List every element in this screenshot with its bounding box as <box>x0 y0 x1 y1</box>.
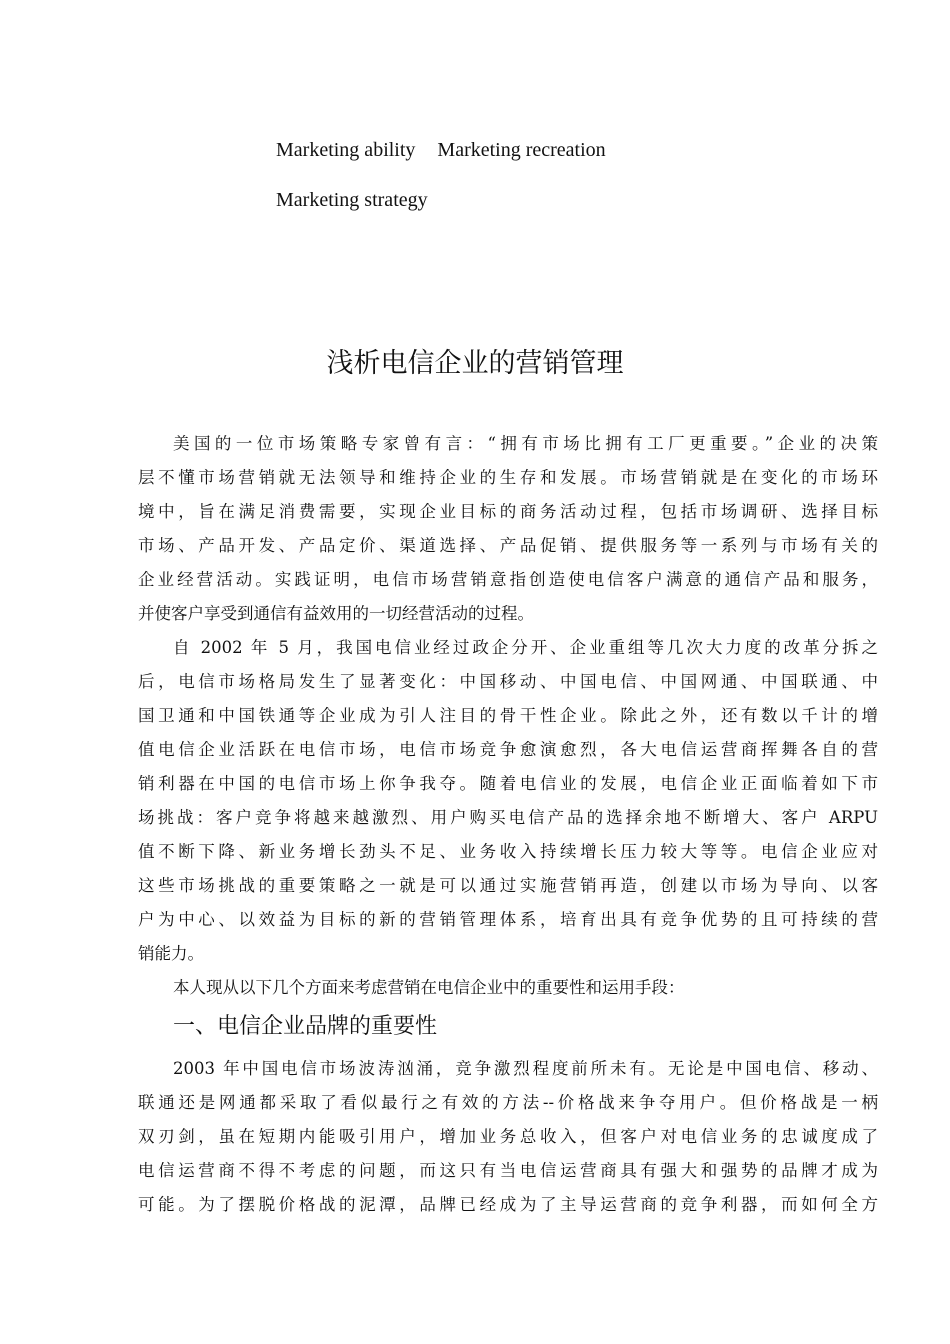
body-line: 联通还是网通都采取了看似最行之有效的方法--价格战来争夺用户。但价格战是一柄 <box>138 1093 878 1112</box>
body-line: 并使客户享受到通信有益效用的一切经营活动的过程。 <box>138 604 534 623</box>
keyword-marketing-ability: Marketing ability <box>276 139 416 161</box>
body-line: 电信运营商不得不考虑的问题，而这只有当电信运营商具有强大和强势的品牌才成为 <box>138 1161 878 1180</box>
body-line: 本人现从以下几个方面来考虑营销在电信企业中的重要性和运用手段： <box>173 978 685 997</box>
body-line: 企业经营活动。实践证明，电信市场营销意指创造使电信客户满意的通信产品和服务， <box>138 570 878 589</box>
body-line: 销能力。 <box>138 944 204 963</box>
body-line: 市场、产品开发、产品定价、渠道选择、产品促销、提供服务等一系列与市场有关的 <box>138 536 878 555</box>
body-line: 后，电信市场格局发生了显著变化：中国移动、中国电信、中国网通、中国联通、中 <box>138 672 878 691</box>
keywords-line-1 <box>276 140 606 160</box>
body-line: 销利器在中国的电信市场上你争我夺。随着电信业的发展，电信企业正面临着如下市 <box>138 774 878 793</box>
page-title: 浅析电信企业的营销管理 <box>326 348 624 379</box>
body-line: 双刃剑，虽在短期内能吸引用户，增加业务总收入，但客户对电信业务的忠诚度成了 <box>138 1127 878 1146</box>
body-line: 值不断下降、新业务增长劲头不足、业务收入持续增长压力较大等等。电信企业应对 <box>138 842 878 861</box>
body-line: 美国的一位市场策略专家曾有言：“拥有市场比拥有工厂更重要。”企业的决策 <box>173 434 878 453</box>
body-line: 户为中心、以效益为目标的新的营销管理体系，培育出具有竞争优势的且可持续的营 <box>138 910 878 929</box>
body-line: 境中，旨在满足消费需要，实现企业目标的商务活动过程，包括市场调研、选择目标 <box>138 502 878 521</box>
body-line: 自 2002 年 5 月，我国电信业经过政企分开、企业重组等几次大力度的改革分拆之 <box>173 638 878 657</box>
body-line: 层不懂市场营销就无法领导和维持企业的生存和发展。市场营销就是在变化的市场环 <box>138 468 878 487</box>
body-line: 2003 年中国电信市场波涛汹涌，竞争激烈程度前所未有。无论是中国电信、移动、 <box>173 1059 878 1078</box>
section-heading: 一、电信企业品牌的重要性 <box>173 1014 438 1039</box>
body-line: 这些市场挑战的重要策略之一就是可以通过实施营销再造，创建以市场为导向、以客 <box>138 876 878 895</box>
body-line: 值电信企业活跃在电信市场，电信市场竞争愈演愈烈，各大电信运营商挥舞各自的营 <box>138 740 878 759</box>
keyword-marketing-recreation: Marketing recreation <box>437 139 606 161</box>
keyword-marketing-strategy: Marketing strategy <box>276 189 428 211</box>
body-line: 国卫通和中国铁通等企业成为引人注目的骨干性企业。除此之外，还有数以千计的增 <box>138 706 878 725</box>
body-line: 场挑战：客户竞争将越来越激烈、用户购买电信产品的选择余地不断增大、客户 ARPU <box>138 808 878 827</box>
body-line: 可能。为了摆脱价格战的泥潭，品牌已经成为了主导运营商的竞争利器，而如何全方 <box>138 1195 878 1214</box>
